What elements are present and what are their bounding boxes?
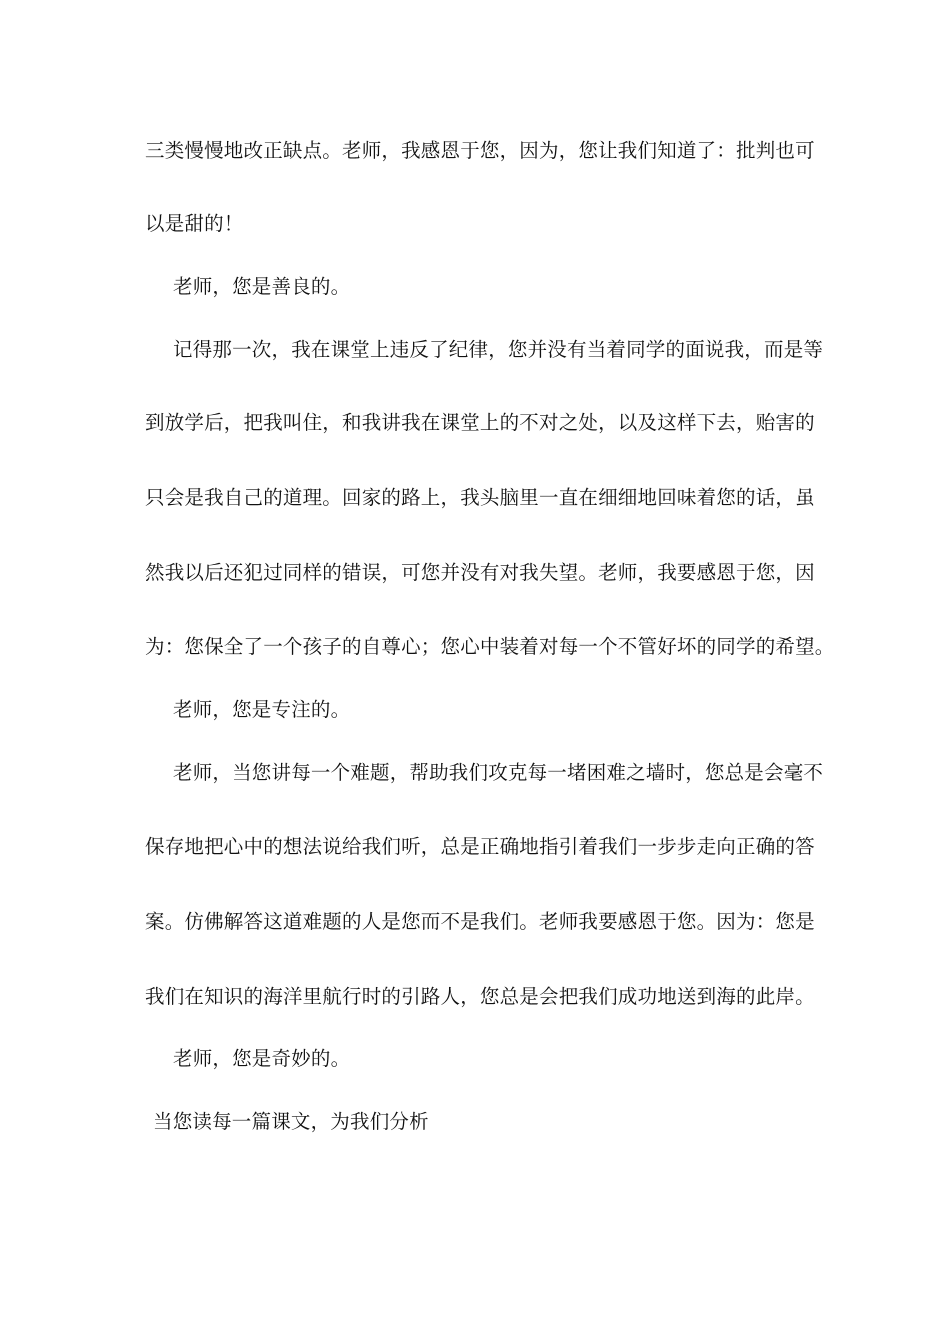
paragraph-line: 到放学后，把我叫住，和我讲我在课堂上的不对之处，以及这样下去，贻害的 [145,411,815,434]
paragraph-line: 只会是我自己的道理。回家的路上，我头脑里一直在细细地回味着您的话，虽 [145,486,815,509]
paragraph-line: 当您读每一篇课文，为我们分析 [153,1110,429,1133]
paragraph-line: 保存地把心中的想法说给我们听，总是正确地指引着我们一步步走向正确的答 [145,835,815,858]
paragraph-line: 以是甜的！ [145,212,244,235]
paragraph-line: 案。仿佛解答这道难题的人是您而不是我们。老师我要感恩于您。因为：您是 [145,910,815,933]
paragraph-line: 然我以后还犯过同样的错误，可您并没有对我失望。老师，我要感恩于您，因 [145,561,815,584]
paragraph-line: 记得那一次，我在课堂上违反了纪律，您并没有当着同学的面说我，而是等 [173,338,824,361]
section-heading: 老师，您是善良的。 [173,275,351,298]
paragraph-line: 我们在知识的海洋里航行时的引路人，您总是会把我们成功地送到海的此岸。 [145,985,815,1008]
paragraph-line: 三类慢慢地改正缺点。老师，我感恩于您，因为，您让我们知道了：批判也可 [145,139,815,162]
section-heading: 老师，您是奇妙的。 [173,1047,351,1070]
paragraph-line: 老师，当您讲每一个难题，帮助我们攻克每一堵困难之墙时，您总是会毫不 [173,761,824,784]
paragraph-line: 为：您保全了一个孩子的自尊心；您心中装着对每一个不管好坏的同学的希望。 [145,635,835,658]
section-heading: 老师，您是专注的。 [173,698,351,721]
